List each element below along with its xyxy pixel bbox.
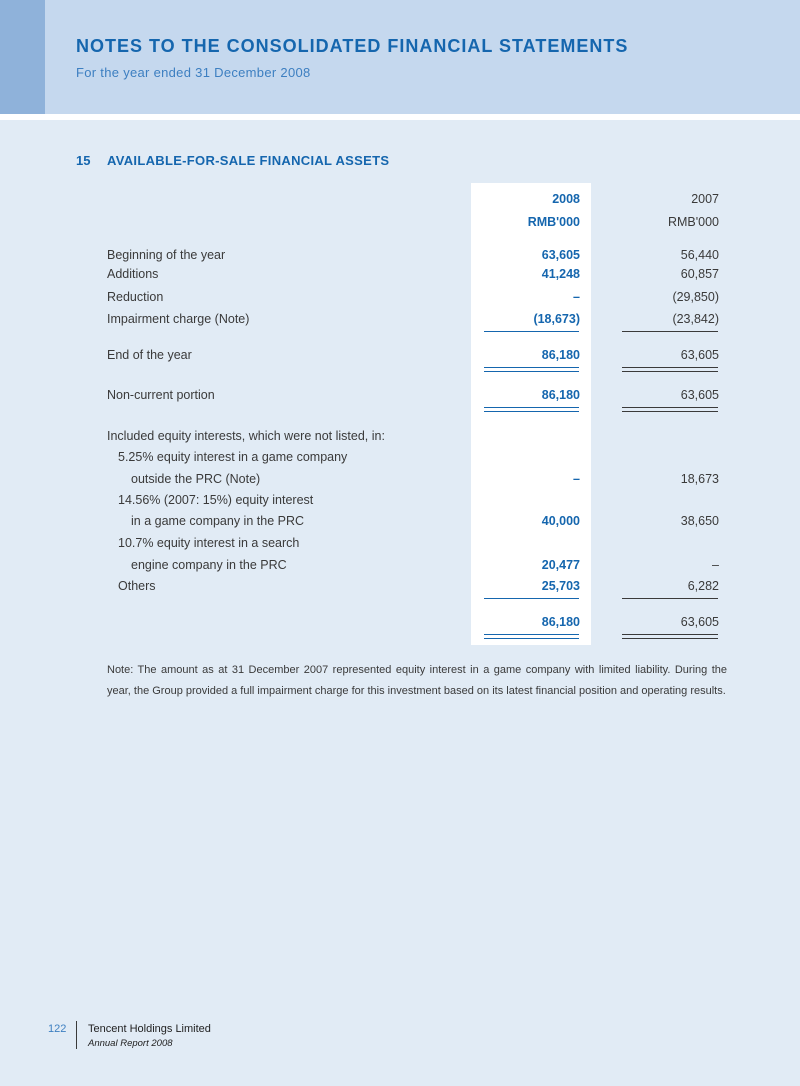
equity-item-line2: engine company in the PRC [131,558,287,572]
page-header [0,0,800,114]
equity-item-line2: in a game company in the PRC [131,514,305,528]
column-header-2008: 2008 [552,192,580,206]
equity-item-value-2007: – [712,558,719,572]
total-double-rule [622,638,718,639]
row-value-2007: 56,440 [680,248,719,262]
equity-item-line1: 10.7% equity interest in a search [118,536,300,550]
subtotal-rule [622,598,718,599]
total-double-rule [622,371,718,372]
footnote: Note: The amount as at 31 December 2007 represented equity interest in a game company with limited liability. During the year, the Group provided a full impairment charge for this investment based on its latest financial position and operating results. [107,664,727,697]
column-unit-2008: RMB'000 [527,215,580,229]
total-double-rule [622,411,718,412]
row-label: Additions [107,267,159,281]
row-value-2007: 63,605 [680,348,719,362]
equity-item-value-2008: 20,477 [541,558,580,572]
row-value-2007: 60,857 [680,267,719,281]
section-title: AVAILABLE-FOR-SALE FINANCIAL ASSETS [107,153,390,168]
total-double-rule [622,634,718,635]
equity-heading: Included equity interests, which were not listed, in: [107,429,385,443]
equity-total-2008: 86,180 [541,615,580,629]
row-value-2008: – [573,290,580,304]
equity-item-line2: outside the PRC (Note) [131,472,261,486]
page-number: 122 [48,1023,67,1035]
row-value-2008: 41,248 [541,267,580,281]
row-label: End of the year [107,348,192,362]
total-double-rule [622,367,718,368]
equity-item-value-2007: 38,650 [680,514,719,528]
row-value-2008: (18,673) [533,312,580,326]
company-name: Tencent Holdings Limited [88,1023,211,1035]
subtotal-rule [622,331,718,332]
total-double-rule [484,634,579,635]
row-value-2008: 86,180 [541,348,580,362]
row-value-2007: 63,605 [680,388,719,402]
total-double-rule [484,407,579,408]
column-unit-2007: RMB'000 [667,215,719,229]
equity-item-value-2008: – [573,472,580,486]
total-double-rule [484,411,579,412]
equity-item-value-2007: 6,282 [687,579,719,593]
column-header-2007: 2007 [691,192,719,206]
header-tab [0,0,45,114]
equity-total-2007: 63,605 [680,615,719,629]
page-subtitle: For the year ended 31 December 2008 [76,65,311,80]
row-value-2008: 63,605 [541,248,580,262]
subtotal-rule [484,331,579,332]
equity-item-value-2008: 40,000 [541,514,580,528]
row-label: Beginning of the year [107,248,226,262]
footer-divider [76,1021,77,1049]
row-value-2007: (29,850) [672,290,719,304]
equity-item-value-2007: 18,673 [680,472,719,486]
page-title: NOTES TO THE CONSOLIDATED FINANCIAL STATEMENTS [76,36,629,56]
total-double-rule [484,367,579,368]
section-number: 15 [76,153,91,168]
total-double-rule [622,407,718,408]
row-value-2007: (23,842) [672,312,719,326]
row-value-2008: 86,180 [541,388,580,402]
equity-item-value-2008: 25,703 [541,579,580,593]
equity-item-line1: 5.25% equity interest in a game company [118,450,348,464]
row-label: Non-current portion [107,388,215,402]
row-label: Impairment charge (Note) [107,312,250,326]
row-label: Reduction [107,290,164,304]
equity-item-line1: 14.56% (2007: 15%) equity interest [118,493,314,507]
total-double-rule [484,371,579,372]
report-name: Annual Report 2008 [88,1038,173,1049]
header-divider [0,114,800,120]
equity-item-line1: Others [118,579,156,593]
total-double-rule [484,638,579,639]
subtotal-rule [484,598,579,599]
